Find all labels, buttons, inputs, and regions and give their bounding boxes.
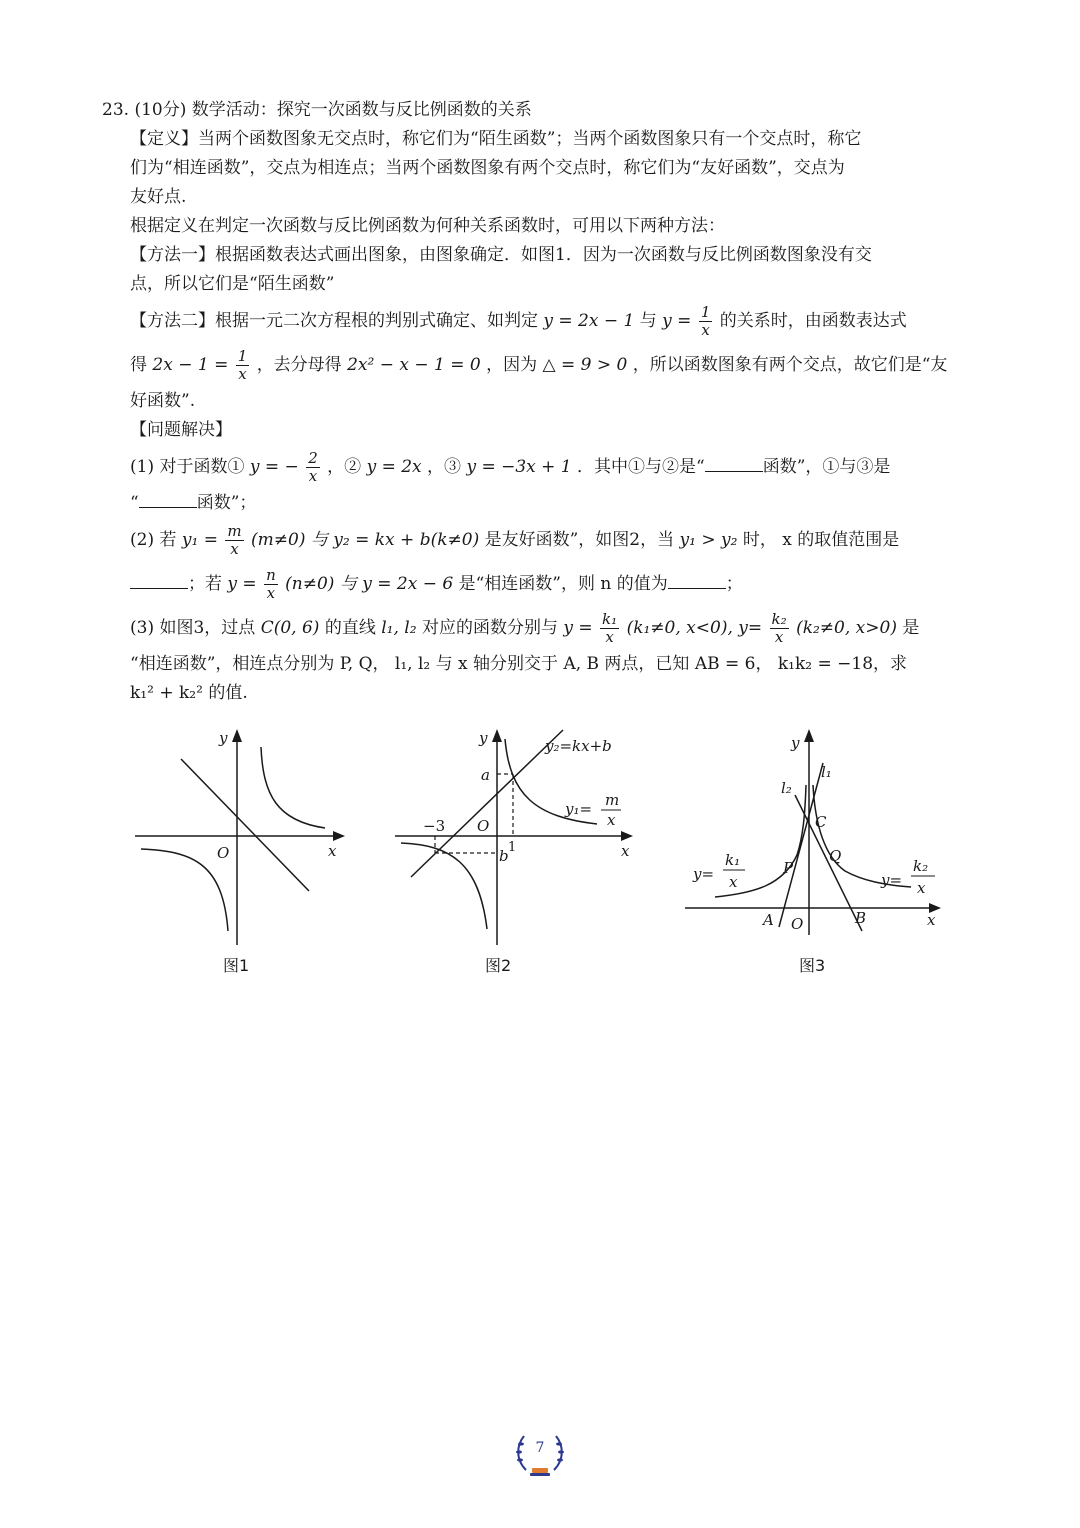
question-score: (10分) — [134, 100, 187, 120]
problem-3-line-3: k₁² + k₂² 的值. — [130, 683, 248, 703]
figure-3 — [685, 725, 955, 975]
fraction: $\frac{\text{k₁}}{x}$ — [602, 610, 618, 646]
answer-blank[interactable] — [705, 453, 763, 472]
fraction: $\frac{m}{x}$ — [227, 522, 242, 558]
problem-2-line-2: ；若 y = $\frac{n}{x}$ (n≠0) 与 y = 2x − 6 是“相连函数”，则 n 的值为 ； — [102, 562, 982, 606]
equation: y = 2x − 1 — [543, 311, 635, 331]
l2-label: l₂ — [781, 779, 792, 797]
fraction: $\frac{1}{x}$ — [700, 303, 711, 339]
problem-3-line-2: “相连函数”，相连点分别为 P, Q， l₁, l₂ 与 x 轴分别交于 A, B 两点，已知 AB = 6， k₁k₂ = −18，求 — [130, 654, 908, 674]
linear-function-line — [411, 730, 563, 877]
fraction: $\frac{2}{x}$ — [308, 449, 318, 485]
figure-1 — [135, 725, 365, 975]
answer-blank[interactable] — [130, 570, 188, 589]
figure-2-graph — [395, 725, 645, 945]
fraction: $\frac{1}{x}$ — [237, 347, 248, 383]
method2-line-3: 好函数”. — [130, 391, 196, 411]
method1-line-1: 【方法一】根据函数表达式画出图象，由图象确定．如图1．因为一次函数与反比例函数图象没有交 — [130, 245, 872, 265]
curve-label-lhs: y₁= — [565, 800, 593, 818]
problem-2-line-1: (2) 若 y₁ = $\frac{m}{x}$ (m≠0) 与 y₂ = kx + b(k≠0) 是友好函数”，如图2，当 y₁ > y₂ 时， x 的取值范围是 — [130, 522, 900, 558]
neg3-label: −3 — [423, 817, 446, 835]
x-label: x — [328, 842, 337, 860]
fraction: $\frac{\text{k₂}}{x}$ — [771, 610, 787, 646]
hyperbola-branch-left — [401, 843, 487, 929]
hyperbola-branch-right — [261, 747, 325, 828]
left-curve-lhs: y= — [693, 865, 715, 883]
definition-line-2: 们为“相连函数”，交点为相连点；当两个函数图象有两个交点时，称它们为“友好函数”，交点为 — [130, 158, 845, 178]
question-23 — [102, 96, 982, 708]
y-label: y — [479, 729, 488, 747]
y-axis-arrow — [492, 729, 502, 742]
y-label: y — [219, 729, 228, 747]
figure-2 — [395, 725, 645, 975]
figure-3-caption: 图3 — [799, 956, 826, 975]
b-label: b — [499, 847, 509, 865]
one-label: 1 — [508, 840, 517, 855]
origin-label: O — [217, 844, 230, 862]
figure-1-caption: 图1 — [223, 956, 250, 975]
line-label: y₂=kx+b — [545, 737, 612, 755]
hyperbola-branch-left — [141, 849, 228, 931]
method2-line-2: 得 2x − 1 = $\frac{1}{x}$ ，去分母得 2x² − x − 1 = 0 ，因为 △ = 9 > 0 ，所以函数图象有两个交点，故它们是“友 — [130, 347, 948, 383]
problem-3-line-1: (3) 如图3，过点 C(0, 6) 的直线 l₁, l₂ 对应的函数分别与 y = $\frac{\text{k₁}}{x}$ (k₁≠0, x<0), y= $\frac{\text{k₂}}{x}$ (k₂≠0, x>0) 是 — [130, 610, 920, 646]
a-label: A — [763, 911, 774, 929]
problem-1-line-2: “ 函数”； — [102, 489, 982, 518]
left-curve-den: x — [729, 873, 738, 891]
left-curve-num: k₁ — [725, 851, 741, 869]
linear-function-line — [181, 759, 309, 891]
x-axis-arrow — [333, 831, 345, 841]
figure-3-graph — [685, 725, 955, 945]
method2-line-1: 【方法二】根据一元二次方程根的判别式确定、如判定 y = 2x − 1 与 y = $\frac{1}{x}$ 的关系时，由函数表达式 — [130, 303, 907, 339]
answer-blank[interactable] — [139, 489, 197, 508]
right-curve-lhs: y= — [881, 871, 903, 889]
a-label: a — [481, 766, 490, 784]
intro-line: 根据定义在判定一次函数与反比例函数为何种关系函数时，可用以下两种方法： — [130, 216, 725, 236]
c-label: C — [815, 813, 827, 831]
y-label: y — [791, 734, 800, 752]
origin-label: O — [791, 915, 804, 933]
right-curve-num: k₂ — [913, 857, 929, 875]
p-label: P — [783, 859, 794, 877]
x-label: x — [927, 911, 936, 929]
problem-1-line-1: (1) 对于函数① y = − $\frac{2}{x}$ ，② y = 2x ，③ y = −3x + 1 ．其中①与②是“ 函数”，①与③是 — [130, 449, 891, 485]
x-label: x — [621, 842, 630, 860]
figure-2-caption: 图2 — [485, 956, 512, 975]
curve-label-num: m — [605, 791, 620, 809]
q-label: Q — [829, 847, 842, 865]
definition-line-1: 【定义】当两个函数图象无交点时，称它们为“陌生函数”；当两个函数图象只有一个交点时，称它 — [130, 129, 862, 149]
figure-1-graph — [135, 725, 365, 945]
b-label: B — [855, 909, 867, 927]
figures-row — [120, 725, 980, 985]
x-axis-arrow — [621, 831, 633, 841]
y-axis-arrow — [232, 729, 242, 742]
answer-blank[interactable] — [668, 570, 726, 589]
origin-label: O — [477, 817, 490, 835]
page-footer — [514, 1430, 566, 1478]
question-title-line — [102, 96, 982, 125]
method1-line-2: 点，所以它们是“陌生函数” — [130, 274, 335, 294]
y-axis-arrow — [804, 729, 814, 742]
question-title: 数学活动：探究一次函数与反比例函数的关系 — [191, 100, 532, 120]
l1-label: l₁ — [821, 763, 832, 781]
curve-label-den: x — [607, 811, 616, 829]
definition-line-3: 友好点. — [130, 187, 187, 207]
right-curve-den: x — [917, 879, 926, 897]
fraction: $\frac{n}{x}$ — [266, 566, 276, 602]
problems-header: 【问题解决】 — [130, 420, 232, 440]
page-number: 7 — [535, 1440, 545, 1456]
question-number: 23. — [102, 100, 130, 120]
